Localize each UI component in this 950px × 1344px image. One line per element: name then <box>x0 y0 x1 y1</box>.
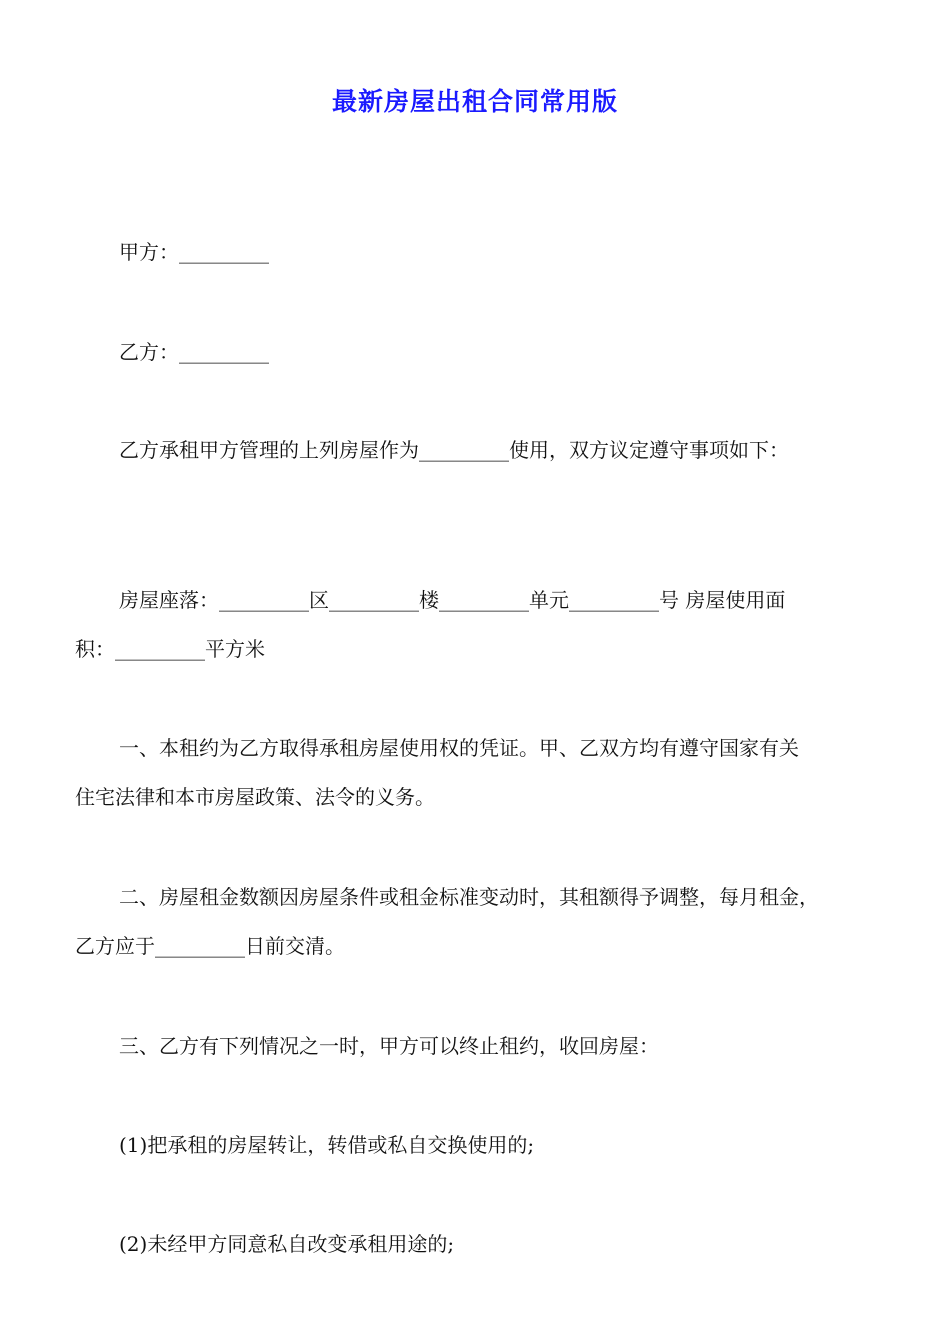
location-paragraph <box>75 576 885 674</box>
intro-paragraph: 乙方承租甲方管理的上列房屋作为_________使用，双方议定遵守事项如下： <box>119 438 789 462</box>
clause-1-paragraph <box>75 724 885 822</box>
clause-2-paragraph <box>75 873 885 971</box>
clause-2-line-1: 二、房屋租金数额因房屋条件或租金标准变动时，其租额得予调整，每月租金， <box>119 885 819 909</box>
clause-3-item-1: (1)把承租的房屋转让，转借或私自交换使用的; <box>119 1133 535 1157</box>
party-a-line: 甲方：_________ <box>119 240 269 264</box>
party-b-line: 乙方：_________ <box>119 340 269 364</box>
clause-1-line-1: 一、本租约为乙方取得承租房屋使用权的凭证。甲、乙双方均有遵守国家有关 <box>119 736 799 760</box>
clause-3-item-2: (2)未经甲方同意私自改变承租用途的; <box>119 1232 455 1256</box>
location-line-2: 积：_________平方米 <box>75 637 265 661</box>
clause-2-line-2: 乙方应于_________日前交清。 <box>75 934 345 958</box>
document-title: 最新房屋出租合同常用版 <box>331 87 618 116</box>
location-line-1: 房屋座落：_________区_________楼_________单元_________号 房屋使用面 <box>119 588 786 612</box>
clause-1-line-2: 住宅法律和本市房屋政策、法令的义务。 <box>75 785 435 809</box>
clause-3-paragraph: 三、乙方有下列情况之一时，甲方可以终止租约，收回房屋： <box>119 1034 659 1058</box>
